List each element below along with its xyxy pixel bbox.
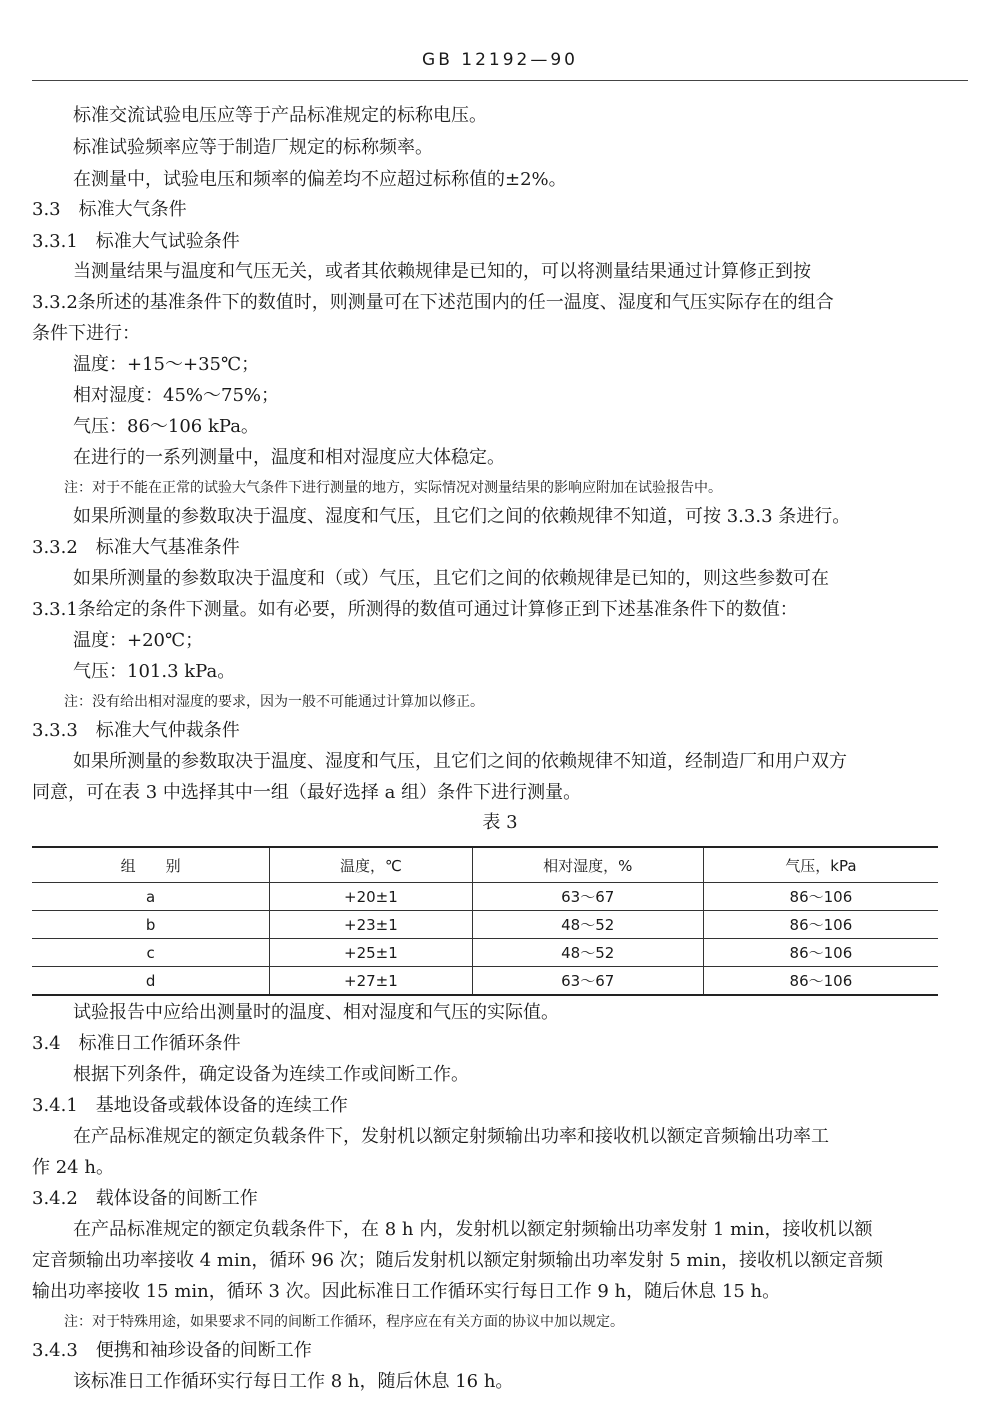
table-header-cell: 温度，℃ [270,847,472,883]
condition-line: 相对湿度：45%～75%； [73,385,280,406]
section-heading: 3.4.2 载体设备的间断工作 [32,1188,258,1209]
table-cell: 48～52 [472,939,703,967]
paragraph-line: 输出功率接收 15 min，循环 3 次。因此标准日工作循环实行每日工作 9 h，随后休息 15 h。 [32,1281,781,1302]
table-cell: 63～67 [472,883,703,911]
paragraph-line: 在测量中，试验电压和频率的偏差均不应超过标称值的±2%。 [73,169,567,190]
paragraph-line: 该标准日工作循环实行每日工作 8 h，随后休息 16 h。 [73,1371,514,1392]
section-heading: 3.3.1 标准大气试验条件 [32,231,240,252]
table-cell: a [32,883,270,911]
table-cell: 63～67 [472,967,703,996]
condition-line: 温度：+20℃； [73,630,204,651]
condition-line: 温度：+15～+35℃； [73,354,260,375]
paragraph-line: 3.3.2条所述的基准条件下的数值时，则测量可在下述范围内的任一温度、湿度和气压实际存在的组合 [32,292,834,313]
table-cell: d [32,967,270,996]
note-line: 注：对于特殊用途，如果要求不同的间断工作循环，程序应在有关方面的协议中加以规定。 [64,1314,624,1330]
section-heading: 3.3 标准大气条件 [32,199,187,220]
section-heading: 3.4.1 基地设备或载体设备的连续工作 [32,1095,348,1116]
table-header-row [32,847,938,883]
table-cell: c [32,939,270,967]
table-row [32,911,938,939]
paragraph-line: 作 24 h。 [32,1157,114,1178]
table-header-cell: 组 别 [32,847,270,883]
table-cell: +27±1 [270,967,472,996]
paragraph-line: 在产品标准规定的额定负载条件下，在 8 h 内，发射机以额定射频输出功率发射 1 min，接收机以额 [73,1219,873,1240]
section-heading: 3.3.2 标准大气基准条件 [32,537,240,558]
note-line: 注：对于不能在正常的试验大气条件下进行测量的地方，实际情况对测量结果的影响应附加在试验报告中。 [64,480,722,496]
table-caption: 表 3 [482,812,518,833]
table-header-cell: 气压，kPa [703,847,938,883]
table-cell: 86～106 [703,883,938,911]
paragraph-line: 标准交流试验电压应等于产品标准规定的标称电压。 [73,105,487,126]
table-cell: 48～52 [472,911,703,939]
condition-line: 气压：101.3 kPa。 [73,661,236,682]
paragraph-line: 在产品标准规定的额定负载条件下，发射机以额定射频输出功率和接收机以额定音频输出功率工 [73,1126,829,1147]
paragraph-line: 根据下列条件，确定设备为连续工作或间断工作。 [73,1064,469,1085]
section-heading: 3.4 标准日工作循环条件 [32,1033,241,1054]
table-row [32,883,938,911]
paragraph-line: 试验报告中应给出测量时的温度、相对湿度和气压的实际值。 [73,1002,559,1023]
table-3 [32,846,938,996]
condition-line: 气压：86～106 kPa。 [73,416,259,437]
section-heading: 3.4.3 便携和袖珍设备的间断工作 [32,1340,312,1361]
standard-code-header: GB 12192—90 [422,50,578,70]
table-row [32,967,938,996]
table-cell: 86～106 [703,967,938,996]
header-rule [32,80,968,81]
note-line: 注：没有给出相对湿度的要求，因为一般不可能通过计算加以修正。 [64,694,484,710]
table-cell: 86～106 [703,911,938,939]
table-header-cell: 相对湿度，% [472,847,703,883]
paragraph-line: 标准试验频率应等于制造厂规定的标称频率。 [73,137,433,158]
table-cell: +23±1 [270,911,472,939]
paragraph-line: 如果所测量的参数取决于温度、湿度和气压，且它们之间的依赖规律不知道，可按 3.3.3 条进行。 [73,506,851,527]
paragraph-line: 当测量结果与温度和气压无关，或者其依赖规律是已知的，可以将测量结果通过计算修正到按 [73,261,811,282]
section-heading: 3.3.3 标准大气仲裁条件 [32,720,240,741]
paragraph-line: 如果所测量的参数取决于温度和（或）气压，且它们之间的依赖规律是已知的，则这些参数可在 [73,568,829,589]
table-cell: +20±1 [270,883,472,911]
paragraph-line: 3.3.1条给定的条件下测量。如有必要，所测得的数值可通过计算修正到下述基准条件下的数值： [32,599,798,620]
table-cell: +25±1 [270,939,472,967]
table-row [32,939,938,967]
table-cell: b [32,911,270,939]
paragraph-line: 条件下进行： [32,323,140,344]
paragraph-line: 在进行的一系列测量中，温度和相对湿度应大体稳定。 [73,447,505,468]
table-cell: 86～106 [703,939,938,967]
paragraph-line: 如果所测量的参数取决于温度、湿度和气压，且它们之间的依赖规律不知道，经制造厂和用户双方 [73,751,847,772]
paragraph-line: 定音频输出功率接收 4 min，循环 96 次；随后发射机以额定射频输出功率发射 5 min，接收机以额定音频 [32,1250,883,1271]
paragraph-line: 同意，可在表 3 中选择其中一组（最好选择 a 组）条件下进行测量。 [32,782,582,803]
